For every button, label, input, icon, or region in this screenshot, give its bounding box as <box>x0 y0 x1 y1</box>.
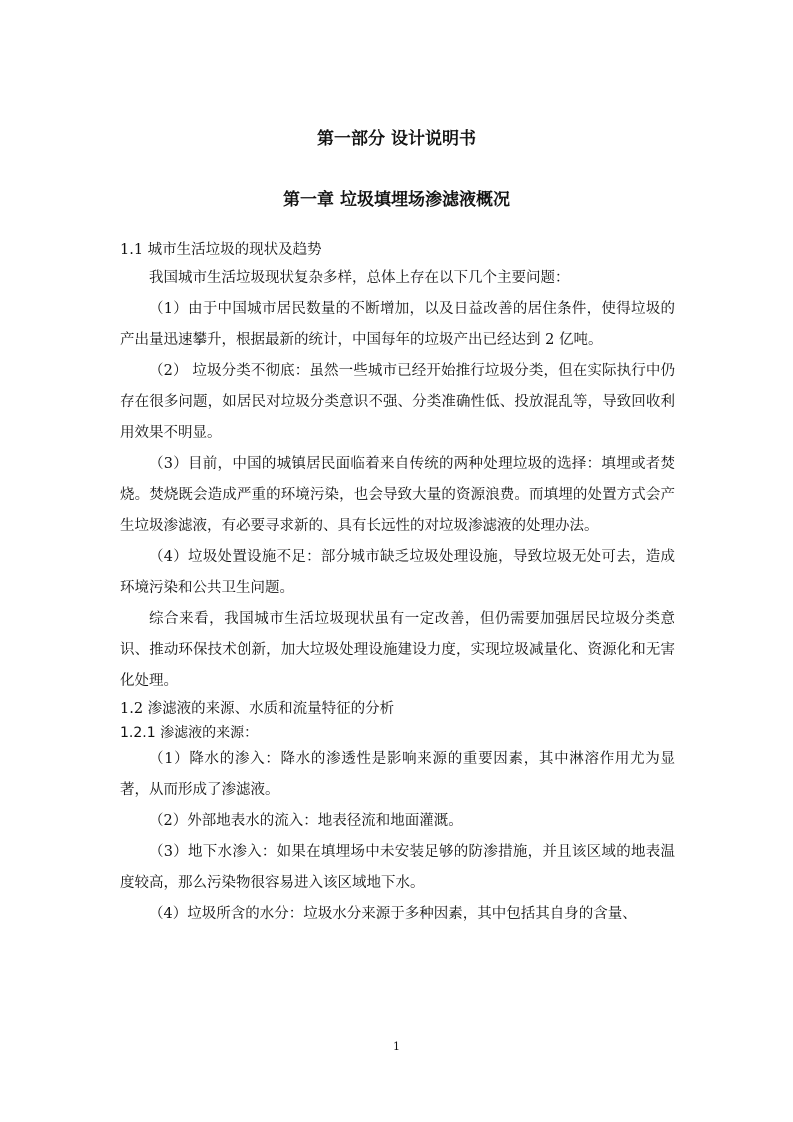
list-item: （2） 垃圾分类不彻底：虽然一些城市已经开始推行垃圾分类，但在实际执行中仍存在很多问题，如居民对垃圾分类意识不强、分类准确性低、投放混乱等，导致回收利用效果不明显。 <box>120 363 675 441</box>
list-item: （4）垃圾所含的水分：垃圾水分来源于多种因素，其中包括其自身的含量、 <box>149 906 637 922</box>
chapter-title: 第一章 垃圾填埋场渗滤液概况 <box>283 190 510 210</box>
document-body <box>120 238 675 930</box>
list-item: （3）目前，中国的城镇居民面临着来自传统的两种处理垃圾的选择：填埋或者焚烧。焚烧既会造成严重的环境污染，也会导致大量的资源浪费。而填埋的处置方式会产生垃圾渗滤液，有必要寻求新的、具有长远性的对垃圾渗滤液的处理办法。 <box>120 456 675 534</box>
list-item: （1）由于中国城市居民数量的不断增加，以及日益改善的居住条件，使得垃圾的产出量迅速攀升，根据最新的统计，中国每年的垃圾产出已经达到 2 亿吨。 <box>120 301 675 348</box>
page-number: 1 <box>393 1040 400 1053</box>
list-item: （2）外部地表水的流入：地表径流和地面灌溉。 <box>149 813 463 829</box>
section-heading-1-2: 1.2 渗滤液的来源、水质和流量特征的分析 <box>120 701 395 717</box>
subsection-heading-1-2-1: 1.2.1 渗滤液的来源： <box>120 725 259 741</box>
part-title: 第一部分 设计说明书 <box>317 129 476 149</box>
paragraph-intro: 我国城市生活垃圾现状复杂多样，总体上存在以下几个主要问题： <box>149 270 570 286</box>
list-item: （3）地下水渗入：如果在填埋场中未安装足够的防渗措施，并且该区域的地表温度较高，那么污染物很容易进入该区域地下水。 <box>120 844 675 891</box>
paragraph-summary: 综合来看，我国城市生活垃圾现状虽有一定改善，但仍需要加强居民垃圾分类意识、推动环保技术创新，加大垃圾处理设施建设力度，实现垃圾减量化、资源化和无害化处理。 <box>120 611 675 689</box>
list-item: （4）垃圾处置设施不足：部分城市缺乏垃圾处理设施，导致垃圾无处可去，造成环境污染和公共卫生问题。 <box>120 549 675 596</box>
list-item: （1）降水的渗入：降水的渗透性是影响来源的重要因素，其中淋溶作用尤为显著，从而形成了渗滤液。 <box>120 751 675 798</box>
section-heading-1-1: 1.1 城市生活垃圾的现状及趋势 <box>120 242 322 258</box>
